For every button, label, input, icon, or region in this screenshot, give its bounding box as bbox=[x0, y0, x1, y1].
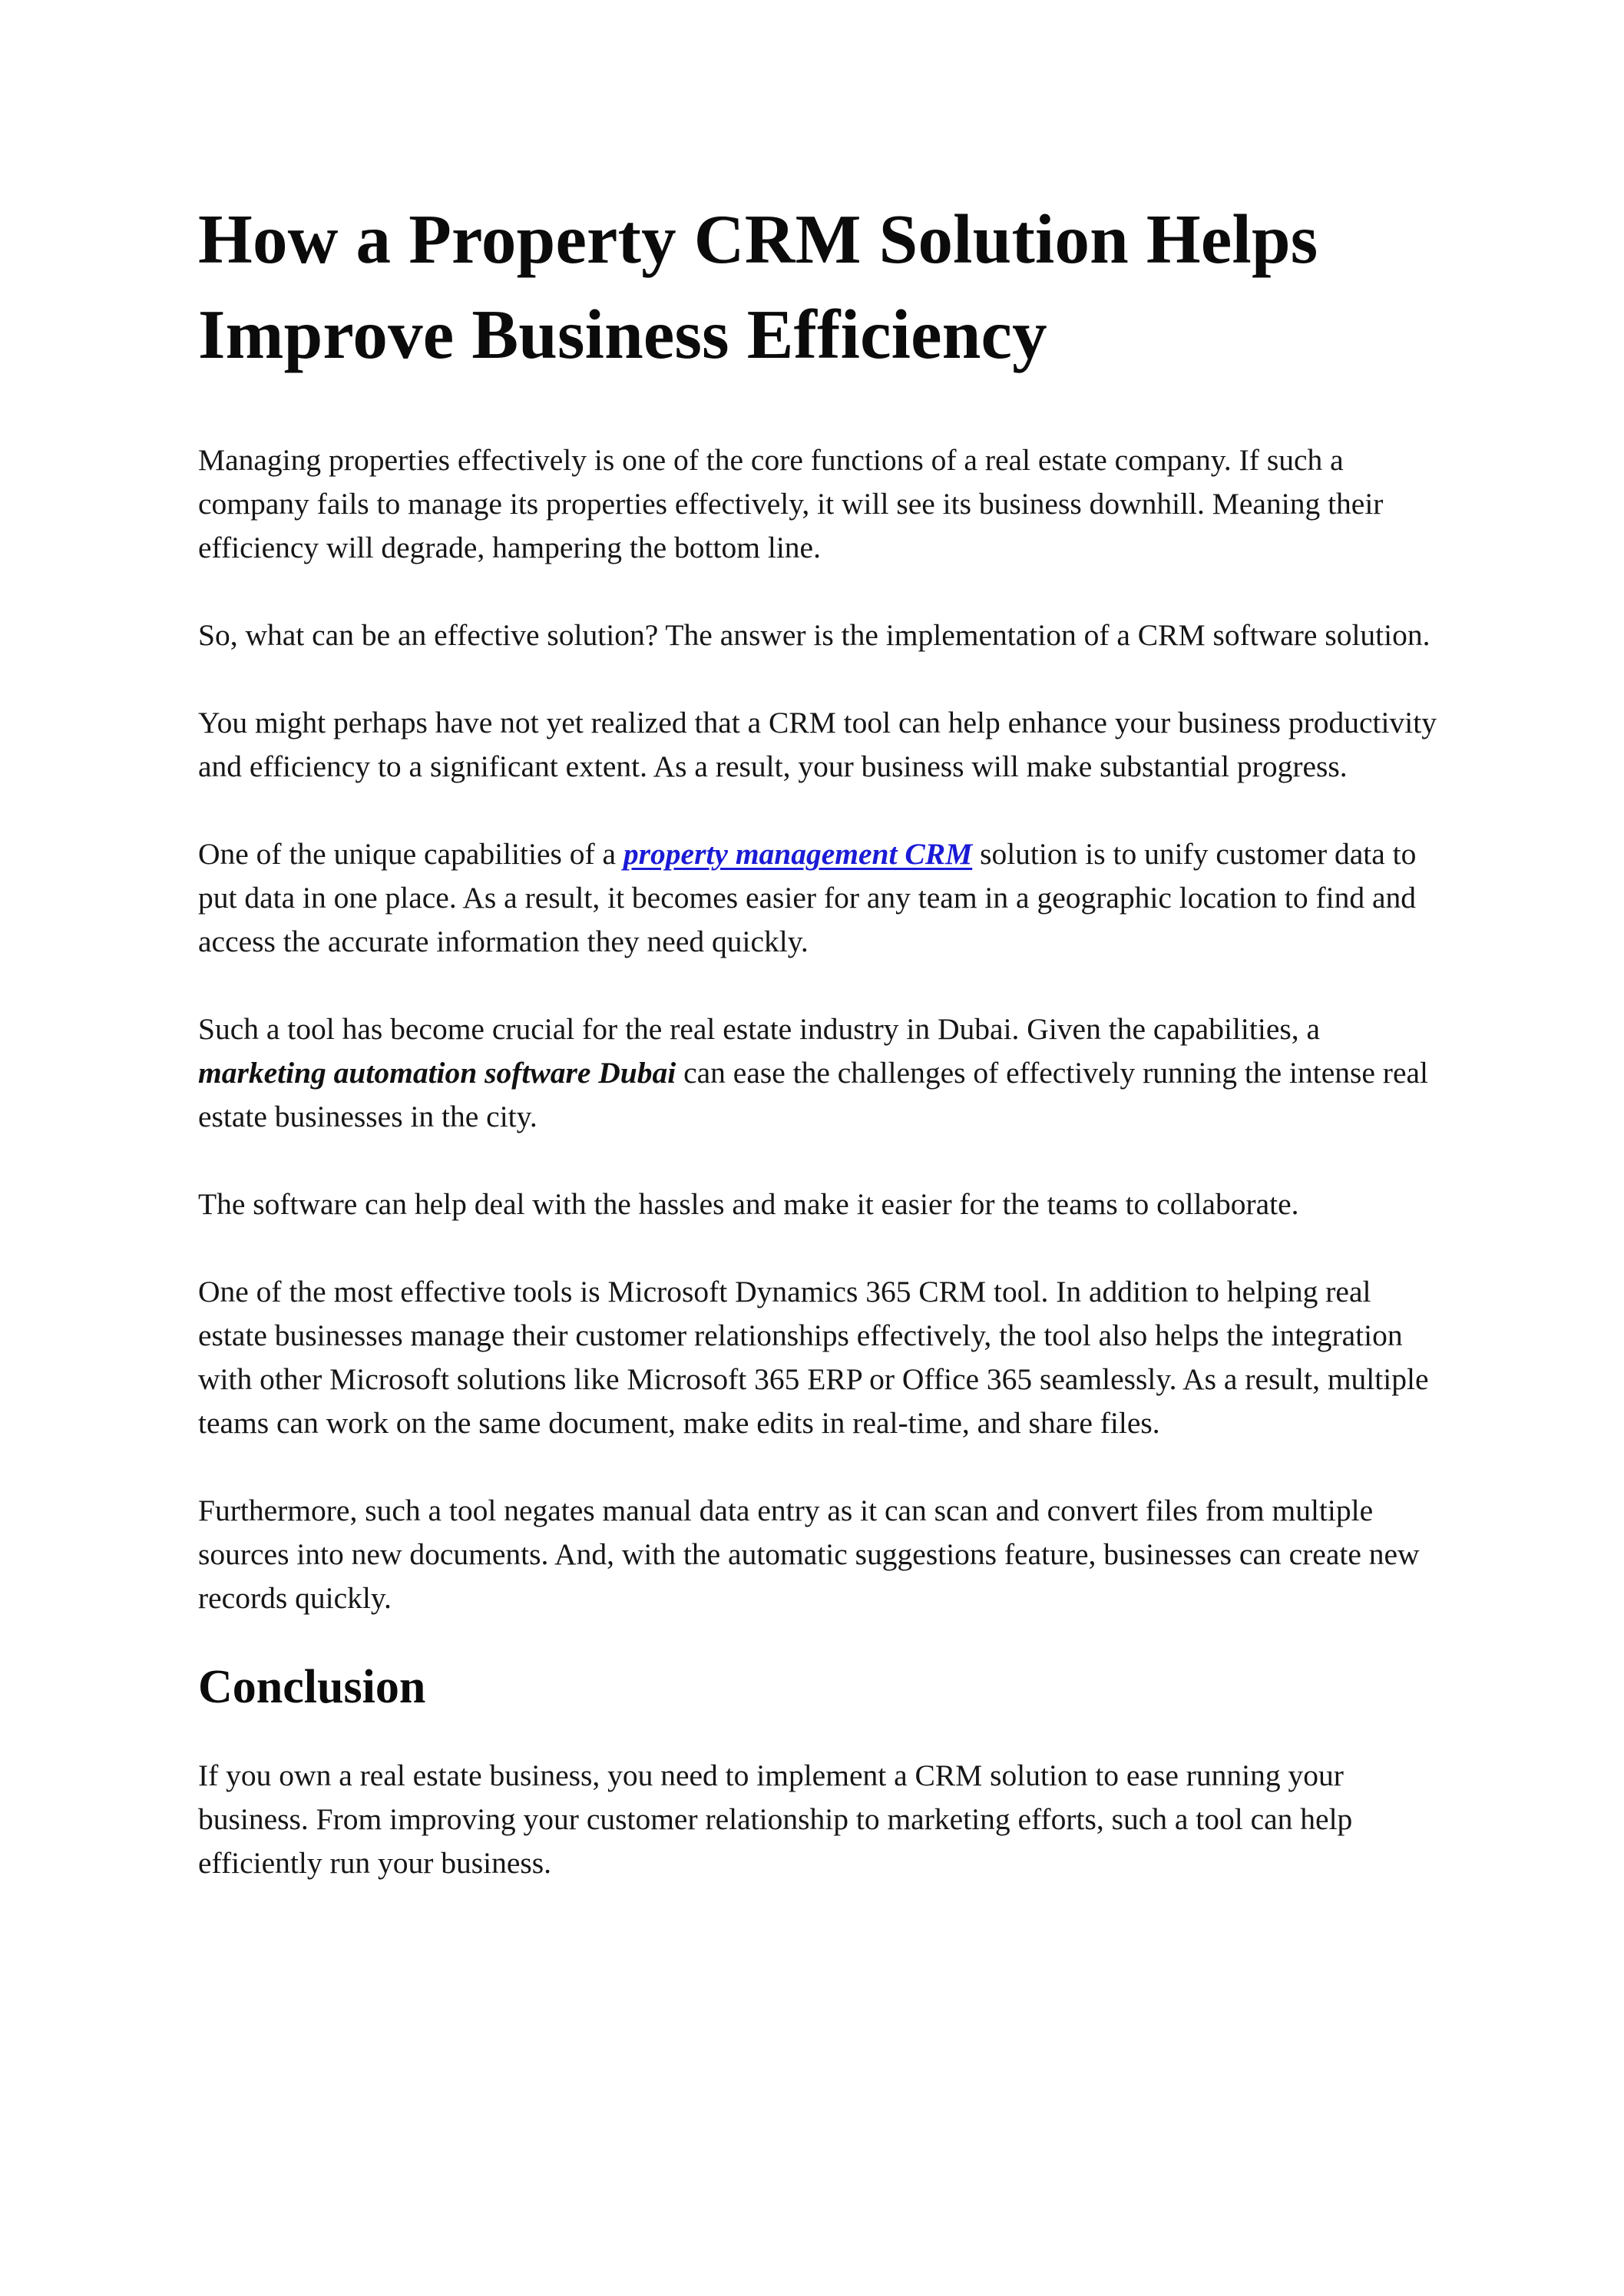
paragraph-solution: So, what can be an effective solution? The answer is the implementation of a CRM software solution. bbox=[198, 618, 1431, 652]
property-management-crm-link[interactable]: property management CRM bbox=[623, 837, 973, 871]
conclusion-heading: Conclusion bbox=[198, 1661, 426, 1713]
paragraph-text: solution is to unify customer data to put data in one place. As a result, it becomes easier for any team in a geographic location to find and access the accurate information they need quickly. bbox=[198, 837, 1417, 958]
document-page bbox=[198, 192, 1442, 1929]
paragraph-dubai bbox=[198, 1007, 1442, 1139]
emphasis-text: marketing automation software Dubai bbox=[198, 1056, 676, 1090]
article-title: How a Property CRM Solution Helps Improve Business Efficiency bbox=[198, 200, 1318, 373]
paragraph-productivity: You might perhaps have not yet realized that a CRM tool can help enhance your business productivity and efficiency to a significant extent. As a result, your business will make substantial progress. bbox=[198, 706, 1437, 783]
paragraph-text: can ease the challenges of effectively running the intense real estate businesses in the city. bbox=[198, 1056, 1428, 1133]
paragraph-data-entry: Furthermore, such a tool negates manual data entry as it can scan and convert files from multiple sources into new documents. And, with the automatic suggestions feature, businesses can create new records quickly. bbox=[198, 1494, 1420, 1615]
paragraph-intro: Managing properties effectively is one of the core functions of a real estate company. If such a company fails to manage its properties effectively, it will see its business downhill. Meaning their efficiency will degrade, hampering the bottom line. bbox=[198, 443, 1384, 564]
paragraph-unify-data bbox=[198, 832, 1442, 964]
paragraph-collaborate: The software can help deal with the hassles and make it easier for the teams to collaborate. bbox=[198, 1187, 1299, 1221]
paragraph-dynamics: One of the most effective tools is Microsoft Dynamics 365 CRM tool. In addition to helping real estate businesses manage their customer relationships effectively, the tool also helps the integration with other Microsoft solutions like Microsoft 365 ERP or Office 365 seamlessly. As a result, multiple teams can work on the same document, make edits in real-time, and share files. bbox=[198, 1275, 1429, 1440]
paragraph-text: One of the unique capabilities of a bbox=[198, 837, 623, 871]
paragraph-conclusion: If you own a real estate business, you need to implement a CRM solution to ease running your business. From improving your customer relationship to marketing efforts, such a tool can help efficiently run your business. bbox=[198, 1758, 1353, 1880]
paragraph-text: Such a tool has become crucial for the real estate industry in Dubai. Given the capabilities, a bbox=[198, 1012, 1320, 1046]
